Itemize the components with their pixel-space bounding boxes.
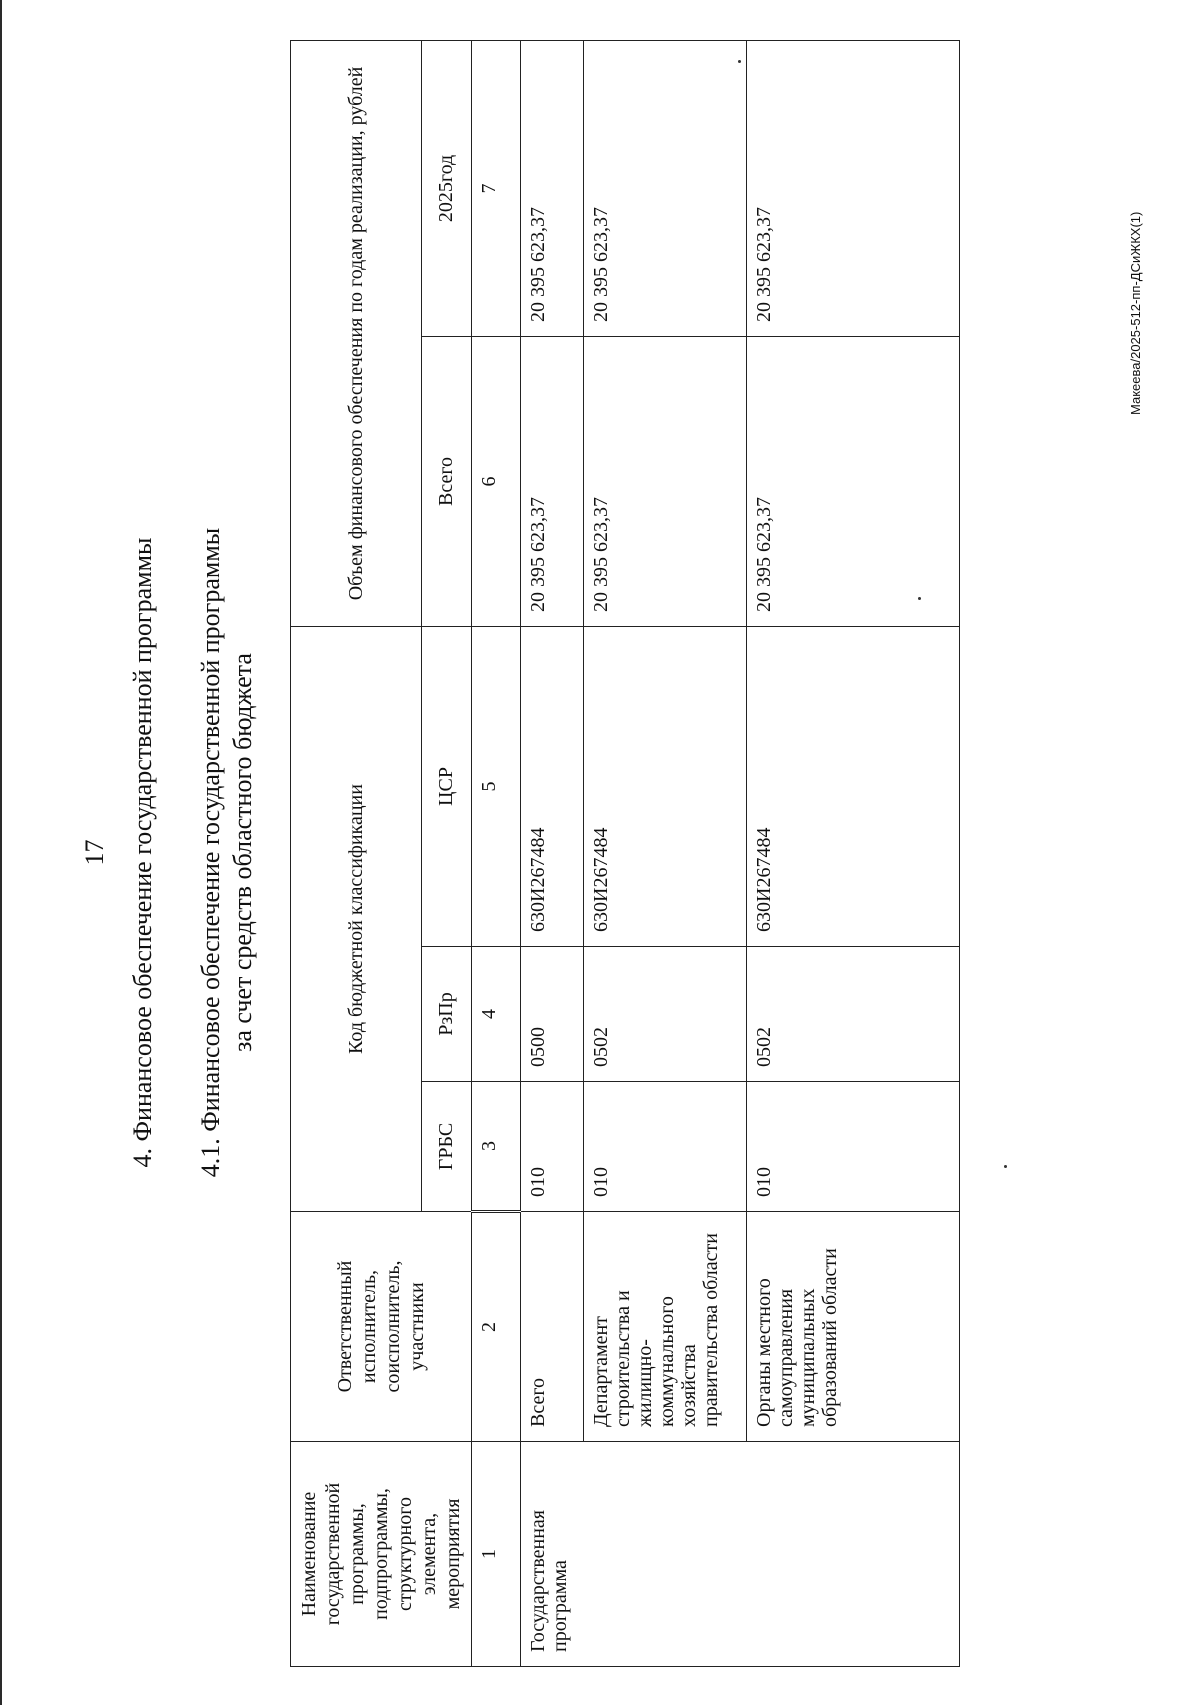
column-number: 4 [472,947,521,1082]
rzpr-cell: 0500 [521,947,584,1082]
grbs-cell: 010 [747,1082,960,1212]
header-total: Всего [421,336,471,626]
header-year: 2025год [421,40,471,336]
subsection-title-line-1: 4.1. Финансовое обеспечение государственной программы [196,527,225,1178]
executor-cell: Всего [521,1212,584,1442]
page-number: 17 [80,839,109,866]
subsection-title-line-2: за счет средств областного бюджета [228,653,257,1052]
column-number: 1 [472,1442,521,1667]
header-rzpr: РзПр [421,947,471,1082]
column-number: 2 [472,1212,521,1442]
csr-cell: 630И267484 [521,626,584,946]
rzpr-cell: 0502 [747,947,960,1082]
total-cell: 20 395 623,37 [521,336,584,626]
executor-cell: Органы местного самоуправления муниципальных образований области [747,1212,960,1442]
column-number-row [472,40,521,1666]
column-number: 6 [472,336,521,626]
csr-cell: 630И267484 [747,626,960,946]
year-cell: 20 395 623,37 [747,40,960,336]
header-budget-code: Код бюджетной классификации [291,626,422,1211]
year-cell: 20 395 623,37 [584,40,747,336]
header-volume: Объем финансового обеспечения по годам реализации, рублей [291,40,422,626]
grbs-cell: 010 [584,1082,747,1212]
table-header-row [291,40,422,1666]
header-csr: ЦСР [421,626,471,946]
program-name-cell: Государственная программа [521,1442,960,1667]
section-title: 4. Финансовое обеспечение государственной программы [128,537,157,1168]
header-grbs: ГРБС [421,1082,471,1212]
column-number: 3 [472,1082,521,1212]
rzpr-cell: 0502 [584,947,747,1082]
financing-table [290,40,960,1667]
table-row [584,40,747,1666]
table-row [521,40,584,1666]
column-number: 5 [472,626,521,946]
subsection-title [195,0,259,1705]
total-cell: 20 395 623,37 [584,336,747,626]
document-reference-code: Макеева/2025-512-пп-ДСиЖКХ(1) [1128,211,1143,415]
year-cell: 20 395 623,37 [521,40,584,336]
csr-cell: 630И267484 [584,626,747,946]
column-number: 7 [472,40,521,336]
table-row [747,40,960,1666]
total-cell: 20 395 623,37 [747,336,960,626]
header-executor: Ответственный исполнитель, соисполнитель, участники [291,1212,472,1442]
header-name: Наименование государственной программы, подпрограммы, структурного элемента, мероприятия [291,1442,472,1667]
executor-cell: Департамент строительства и жилищно-коммунального хозяйства правительства области [584,1212,747,1442]
grbs-cell: 010 [521,1082,584,1212]
